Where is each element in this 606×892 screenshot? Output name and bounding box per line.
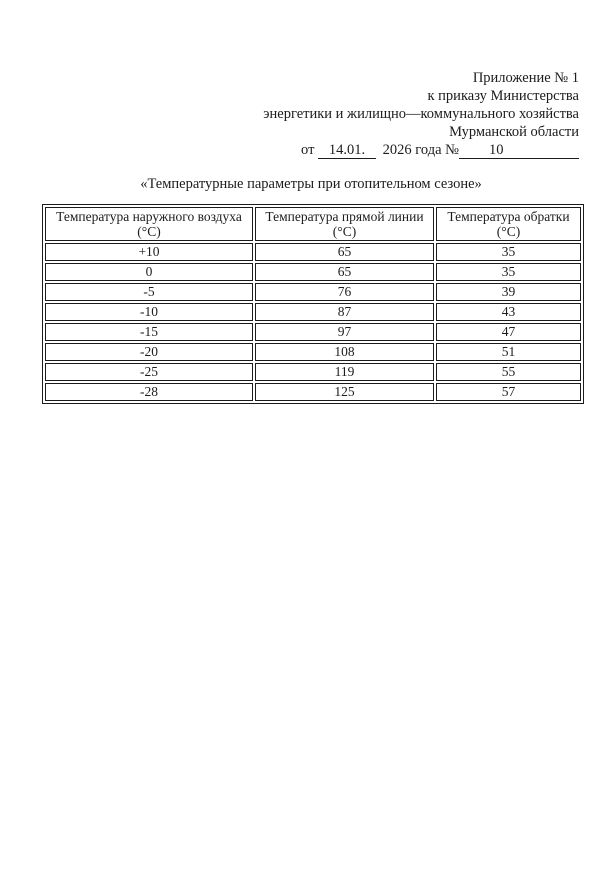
date-middle: 2026 года № <box>382 142 459 158</box>
table-cell-supply: 119 <box>255 363 434 381</box>
table-row <box>45 283 581 301</box>
column-header-supply-line-temp <box>255 207 434 241</box>
table-header-row <box>45 207 581 241</box>
table-cell-outdoor: -15 <box>45 323 253 341</box>
temperature-table <box>42 204 584 404</box>
number-underline <box>459 143 579 159</box>
table-cell-return: 57 <box>436 383 581 401</box>
table-cell-outdoor: -5 <box>45 283 253 301</box>
column-header-label: Температура наружного воздуха <box>56 208 242 224</box>
table-cell-supply: 65 <box>255 263 434 281</box>
document-title: «Температурные параметры при отопительном сезоне» <box>140 176 482 192</box>
table-cell-return: 43 <box>436 303 581 321</box>
table-cell-return: 35 <box>436 263 581 281</box>
column-header-label: Температура обратки <box>447 208 570 224</box>
table-cell-return: 39 <box>436 283 581 301</box>
table-cell-supply: 87 <box>255 303 434 321</box>
table-row <box>45 243 581 261</box>
column-header-return-line-temp <box>436 207 581 241</box>
table-cell-outdoor: 0 <box>45 263 253 281</box>
table-row <box>45 263 581 281</box>
table-cell-supply: 97 <box>255 323 434 341</box>
table-cell-supply: 125 <box>255 383 434 401</box>
table-row <box>45 363 581 381</box>
table-cell-return: 51 <box>436 343 581 361</box>
column-header-outdoor-temp <box>45 207 253 241</box>
column-header-label: Температура прямой линии <box>265 208 424 224</box>
table-row <box>45 303 581 321</box>
table-row <box>45 343 581 361</box>
table-cell-supply: 76 <box>255 283 434 301</box>
table-cell-outdoor: -10 <box>45 303 253 321</box>
appendix-number-line: Приложение № 1 <box>472 70 579 86</box>
order-number-value: 10 <box>489 142 504 158</box>
column-header-unit: (°С) <box>137 224 161 239</box>
table-cell-outdoor: -28 <box>45 383 253 401</box>
order-reference-line: к приказу Министерства <box>427 88 579 104</box>
table-row <box>45 383 581 401</box>
table-cell-return: 35 <box>436 243 581 261</box>
column-header-unit: (°С) <box>496 224 521 239</box>
table-cell-outdoor: -25 <box>45 363 253 381</box>
table-cell-outdoor: -20 <box>45 343 253 361</box>
table-cell-outdoor: +10 <box>45 243 253 261</box>
table-cell-return: 47 <box>436 323 581 341</box>
table-row <box>45 323 581 341</box>
table-cell-supply: 108 <box>255 343 434 361</box>
date-prefix: от <box>301 142 315 158</box>
date-underline <box>318 143 376 159</box>
table-cell-supply: 65 <box>255 243 434 261</box>
date-value: 14.01. <box>328 142 366 158</box>
region-name-line: Мурманской области <box>449 124 579 140</box>
table-cell-return: 55 <box>436 363 581 381</box>
ministry-name-line: энергетики и жилищно—коммунального хозяйства <box>263 106 579 122</box>
order-date-line <box>263 141 579 159</box>
column-header-unit: (°С) <box>332 224 357 239</box>
appendix-header <box>263 69 579 159</box>
